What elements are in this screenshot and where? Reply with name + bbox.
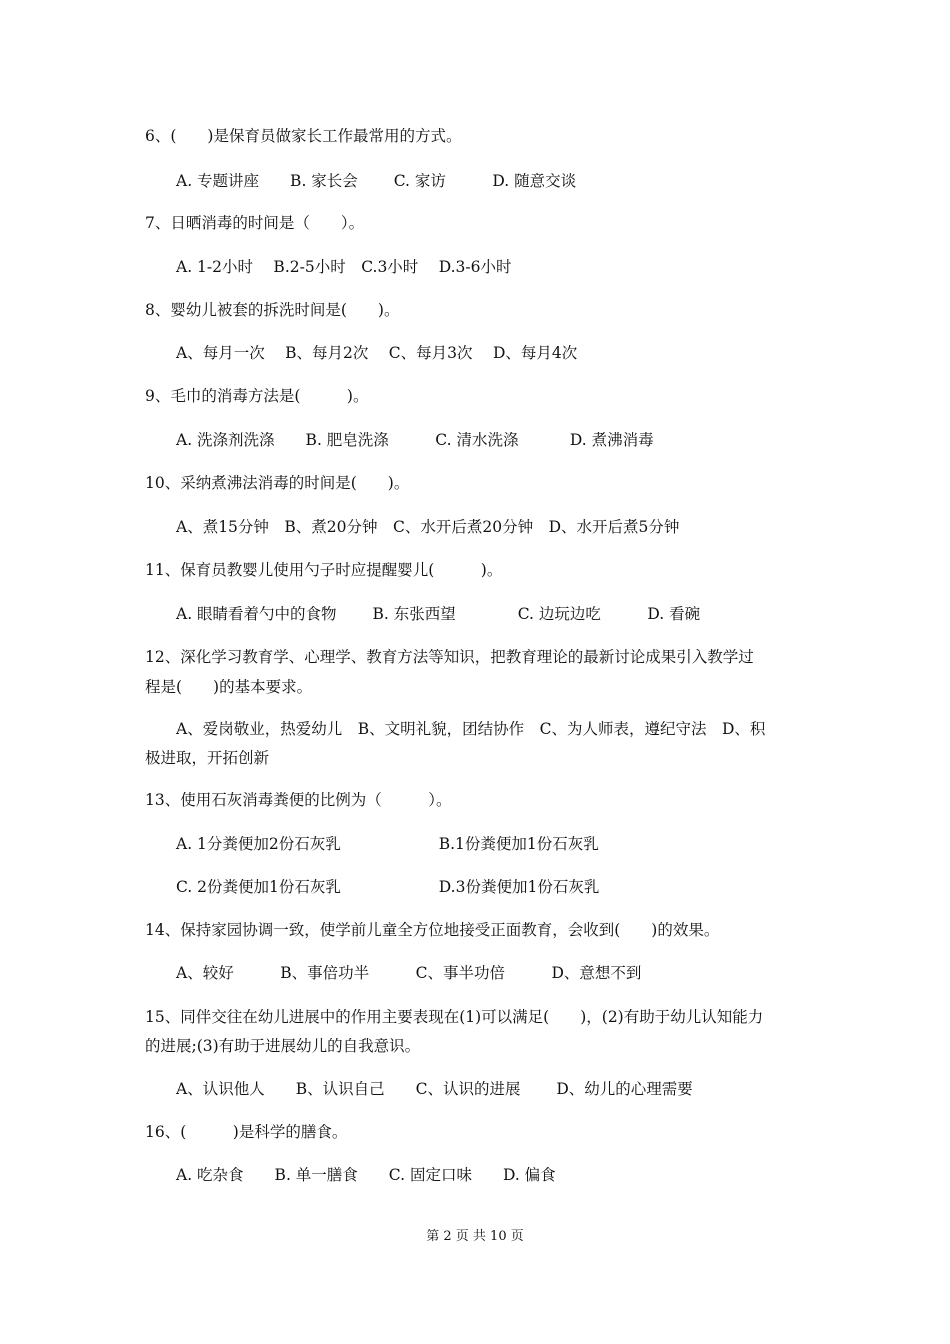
question-12-options-line-1: A、爱岗敬业，热爱幼儿 B、文明礼貌，团结协作 C、为人师表，遵纪守法 D、积 [176,720,766,738]
question-13-options-line-2: C. 2份粪便加1份石灰乳 D.3份粪便加1份石灰乳 [176,878,600,896]
question-11-options: A. 眼睛看着勺中的食物 B. 东张西望 C. 边玩边吃 D. 看碗 [176,605,701,623]
question-15-options: A、认识他人 B、认识自己 C、认识的进展 D、幼儿的心理需要 [176,1080,693,1098]
question-7-options: A. 1-2小时 B.2-5小时 C.3小时 D.3-6小时 [176,258,512,276]
question-14-options: A、较好 B、事倍功半 C、事半功倍 D、意想不到 [176,964,642,982]
question-10: 10、采纳煮沸法消毒的时间是( )。 [145,474,410,492]
question-9: 9、毛巾的消毒方法是( )。 [145,387,369,405]
question-15-line-2: 的进展;(3)有助于进展幼儿的自我意识。 [145,1037,421,1055]
question-10-options: A、煮15分钟 B、煮20分钟 C、水开后煮20分钟 D、水开后煮5分钟 [176,518,680,536]
question-12-line-1: 12、深化学习教育学、心理学、教育方法等知识，把教育理论的最新讨论成果引入教学过 [145,648,754,666]
question-16-options: A. 吃杂食 B. 单一膳食 C. 固定口味 D. 偏食 [176,1166,556,1184]
question-12-options-line-2: 极进取，开拓创新 [145,749,270,767]
question-12-line-2: 程是( )的基本要求。 [145,678,313,696]
question-11: 11、保育员教婴儿使用勺子时应提醒婴儿( )。 [145,561,503,579]
question-13-options-line-1: A. 1分粪便加2份石灰乳 B.1份粪便加1份石灰乳 [176,835,599,853]
question-9-options: A. 洗涤剂洗涤 B. 肥皂洗涤 C. 清水洗涤 D. 煮沸消毒 [176,431,654,449]
question-6-options: A. 专题讲座 B. 家长会 C. 家访 D. 随意交谈 [176,172,577,190]
question-15-line-1: 15、同伴交往在幼儿进展中的作用主要表现在(1)可以满足( )，(2)有助于幼儿认知能力 [145,1008,764,1026]
question-8: 8、婴幼儿被套的拆洗时间是( )。 [145,301,400,319]
page-footer: 第 2 页 共 10 页 [426,1229,524,1244]
question-6: 6、( )是保育员做家长工作最常用的方式。 [145,127,462,145]
question-8-options: A、每月一次 B、每月2次 C、每月3次 D、每月4次 [176,344,578,362]
question-16: 16、( )是科学的膳食。 [145,1123,348,1141]
question-13: 13、使用石灰消毒粪便的比例为（ ）。 [145,791,452,809]
question-14: 14、保持家园协调一致，使学前儿童全方位地接受正面教育，会收到( )的效果。 [145,921,720,939]
question-7: 7、日晒消毒的时间是（ ）。 [145,214,365,232]
